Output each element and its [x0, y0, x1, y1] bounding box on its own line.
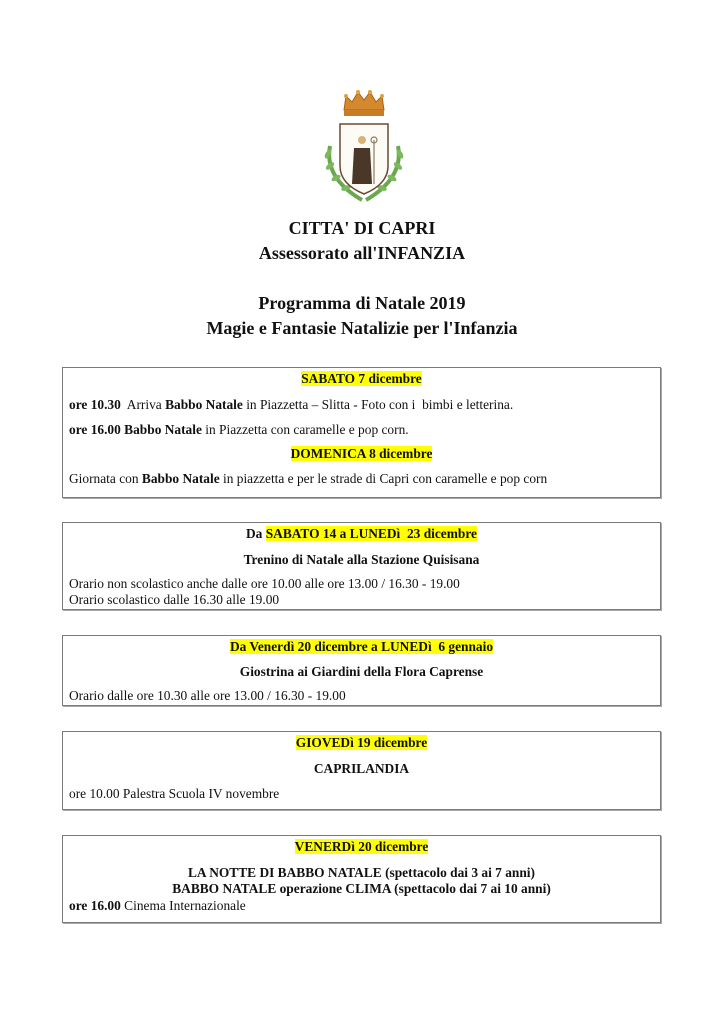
event-title: CAPRILANDIA	[313, 761, 410, 776]
city-title: CITTA' DI CAPRI	[288, 218, 436, 238]
event-line: Orario dalle ore 10.30 alle ore 13.00 / 16.30 - 19.00	[69, 688, 346, 703]
event-box-trenino	[62, 522, 661, 610]
event-show: LA NOTTE DI BABBO NATALE (spettacolo dai 3 ai 7 anni)	[188, 865, 535, 880]
event-line: Orario non scolastico anche dalle ore 10.00 alle ore 13.00 / 16.30 - 19.00	[69, 576, 460, 591]
event-box-giostrina	[62, 635, 661, 706]
program-title: Programma di Natale 2019	[258, 293, 466, 313]
event-date: Da Venerdì 20 dicembre a LUNEDì 6 gennaio	[229, 639, 494, 654]
event-title: Trenino di Natale alla Stazione Quisisana	[243, 552, 480, 567]
event-line: ore 10.00 Palestra Scuola IV novembre	[69, 786, 280, 801]
event-line: ore 10.30 Arriva Babbo Natale in Piazzetta – Slitta - Foto con i bimbi e letterina.	[69, 397, 514, 412]
event-date: Da SABATO 14 a LUNEDì 23 dicembre	[245, 526, 477, 541]
event-line: ore 16.00 Babbo Natale in Piazzetta con caramelle e pop corn.	[69, 422, 409, 437]
capri-coat-of-arms-icon	[318, 88, 410, 210]
event-box-7-8-dicembre	[62, 367, 661, 498]
event-date: DOMENICA 8 dicembre	[290, 446, 433, 461]
event-box-caprilandia	[62, 731, 661, 810]
event-date: GIOVEDì 19 dicembre	[295, 735, 428, 750]
event-date: VENERDì 20 dicembre	[294, 839, 429, 854]
event-title: Giostrina ai Giardini della Flora Caprense	[239, 664, 484, 679]
event-line: ore 16.00 Cinema Internazionale	[69, 898, 246, 913]
event-line: Giornata con Babbo Natale in piazzetta e per le strade di Capri con caramelle e pop corn	[69, 471, 548, 486]
program-subtitle: Magie e Fantasie Natalizie per l'Infanzia	[206, 318, 518, 338]
department-title: Assessorato all'INFANZIA	[258, 243, 466, 263]
event-date: SABATO 7 dicembre	[301, 371, 422, 386]
event-line: Orario scolastico dalle 16.30 alle 19.00	[69, 592, 280, 607]
event-show: BABBO NATALE operazione CLIMA (spettacolo dai 7 ai 10 anni)	[172, 881, 551, 896]
event-box-cinema	[62, 835, 661, 923]
